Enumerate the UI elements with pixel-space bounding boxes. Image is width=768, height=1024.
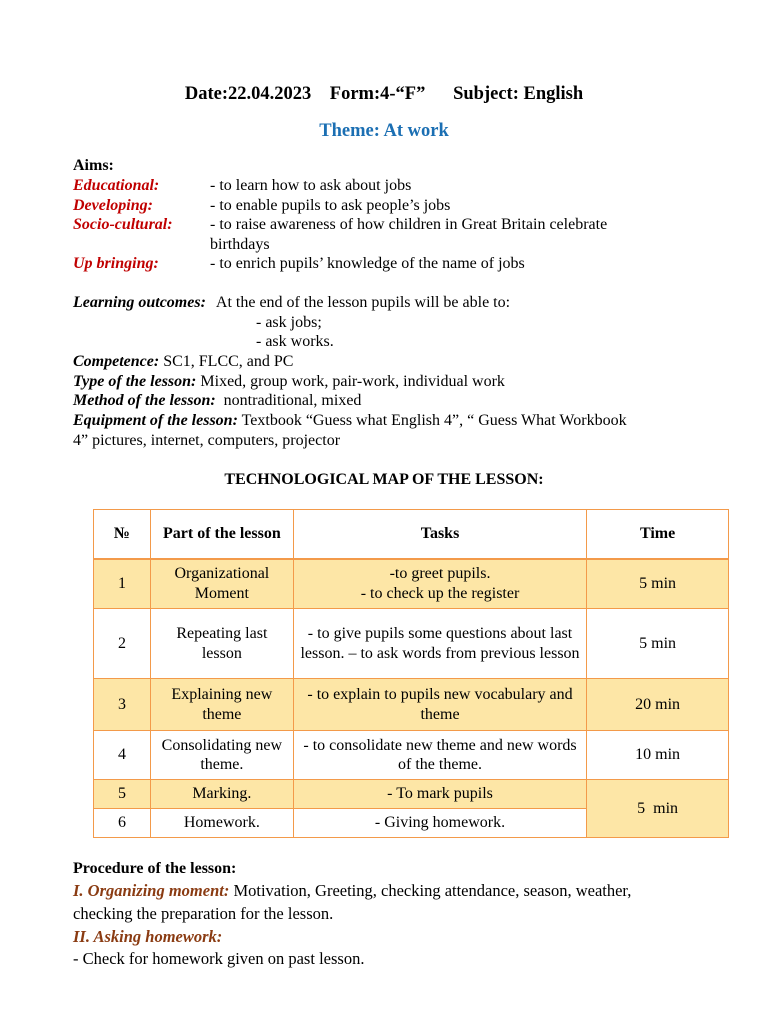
aim-label: Up bringing: xyxy=(73,255,159,272)
aim-socio-cultural xyxy=(73,215,173,234)
row-time: 5 min xyxy=(587,609,729,679)
header-time: Time xyxy=(587,510,729,559)
row-tasks: - Giving homework. xyxy=(293,809,586,838)
equipment-text-continued: 4” pictures, internet, computers, projector xyxy=(73,432,341,449)
row-tasks: - To mark pupils xyxy=(293,780,586,809)
outcomes-text: At the end of the lesson pupils will be able to: xyxy=(215,294,511,311)
header-part: Part of the lesson xyxy=(150,510,293,559)
procedure-step-2-text: - Check for homework given on past lesson. xyxy=(73,949,365,968)
competence-text: SC1, FLCC, and PC xyxy=(163,353,294,370)
aim-developing xyxy=(73,196,153,215)
row-part: Marking. xyxy=(150,780,293,809)
lesson-method-text: nontraditional, mixed xyxy=(223,392,362,409)
row-time: 10 min xyxy=(587,731,729,780)
table-row xyxy=(94,731,729,780)
row-part: Repeating last lesson xyxy=(150,609,293,679)
outcome-item: - ask works. xyxy=(256,333,334,350)
aim-text-continued: birthdays xyxy=(210,236,270,253)
table-row xyxy=(94,780,729,809)
row-tasks: - to consolidate new theme and new words of the theme. xyxy=(293,731,586,780)
procedure-heading: Procedure of the lesson: xyxy=(73,860,237,877)
lesson-type-line xyxy=(73,372,505,391)
row-num: 3 xyxy=(94,679,151,731)
row-tasks: -to greet pupils. - to check up the register xyxy=(293,559,586,609)
aim-text: - to enrich pupils’ knowledge of the name of jobs xyxy=(210,255,525,272)
row-tasks: - to explain to pupils new vocabulary and theme xyxy=(293,679,586,731)
aim-educational xyxy=(73,176,159,195)
aim-text: - to enable pupils to ask people’s jobs xyxy=(210,197,451,214)
competence-label: Competence: xyxy=(73,353,160,370)
document-header xyxy=(0,84,768,105)
outcomes-label: Learning outcomes: xyxy=(73,294,206,311)
learning-outcomes xyxy=(73,293,510,312)
row-part: Homework. xyxy=(150,809,293,838)
step-text: Motivation, Greeting, checking attendance, season, weather, xyxy=(233,881,632,900)
lesson-type-text: Mixed, group work, pair-work, individual work xyxy=(200,373,505,390)
aims-heading: Aims: xyxy=(73,157,114,174)
aim-upbringing xyxy=(73,254,159,273)
aim-label: Developing: xyxy=(73,197,153,214)
aim-label: Socio-cultural: xyxy=(73,216,173,233)
row-time: 5 min xyxy=(587,559,729,609)
procedure-step-1-continued: checking the preparation for the lesson. xyxy=(73,904,334,923)
date-label: Date:22.04.2023 xyxy=(184,84,312,104)
competence-line xyxy=(73,352,293,371)
table-row xyxy=(94,559,729,609)
lesson-type-label: Type of the lesson: xyxy=(73,373,197,390)
table-header-row xyxy=(94,510,729,559)
subject-label: Subject: English xyxy=(453,84,584,104)
row-num: 2 xyxy=(94,609,151,679)
outcome-item: - ask jobs; xyxy=(256,314,322,331)
procedure-step-1 xyxy=(73,881,631,900)
procedure-step-2 xyxy=(73,927,222,946)
row-tasks: - to give pupils some questions about last lesson. – to ask words from previous lesson xyxy=(293,609,586,679)
lesson-method-label: Method of the lesson: xyxy=(73,392,216,409)
step-label: I. Organizing moment: xyxy=(73,881,230,900)
table-row xyxy=(94,609,729,679)
lesson-theme: Theme: At work xyxy=(319,121,449,141)
technological-map-table xyxy=(93,509,729,838)
row-part: Organizational Moment xyxy=(150,559,293,609)
map-title: TECHNOLOGICAL MAP OF THE LESSON: xyxy=(224,471,544,488)
row-part: Explaining new theme xyxy=(150,679,293,731)
row-num: 1 xyxy=(94,559,151,609)
table-row xyxy=(94,679,729,731)
header-num: № xyxy=(94,510,151,559)
row-time-merged: 5 min xyxy=(587,780,729,838)
row-num: 6 xyxy=(94,809,151,838)
lesson-method-line xyxy=(73,391,361,410)
aim-text: - to learn how to ask about jobs xyxy=(210,177,412,194)
equipment-line xyxy=(73,411,627,430)
equipment-text: Textbook “Guess what English 4”, “ Guess What Workbook xyxy=(241,412,627,429)
header-tasks: Tasks xyxy=(293,510,586,559)
aim-label: Educational: xyxy=(73,177,160,194)
row-time: 20 min xyxy=(587,679,729,731)
row-part: Consolidating new theme. xyxy=(150,731,293,780)
row-num: 4 xyxy=(94,731,151,780)
aim-text: - to raise awareness of how children in Great Britain celebrate xyxy=(210,216,608,233)
form-label: Form:4-“F” xyxy=(329,84,426,104)
equipment-label: Equipment of the lesson: xyxy=(73,412,238,429)
step-label: II. Asking homework: xyxy=(73,927,223,946)
row-num: 5 xyxy=(94,780,151,809)
